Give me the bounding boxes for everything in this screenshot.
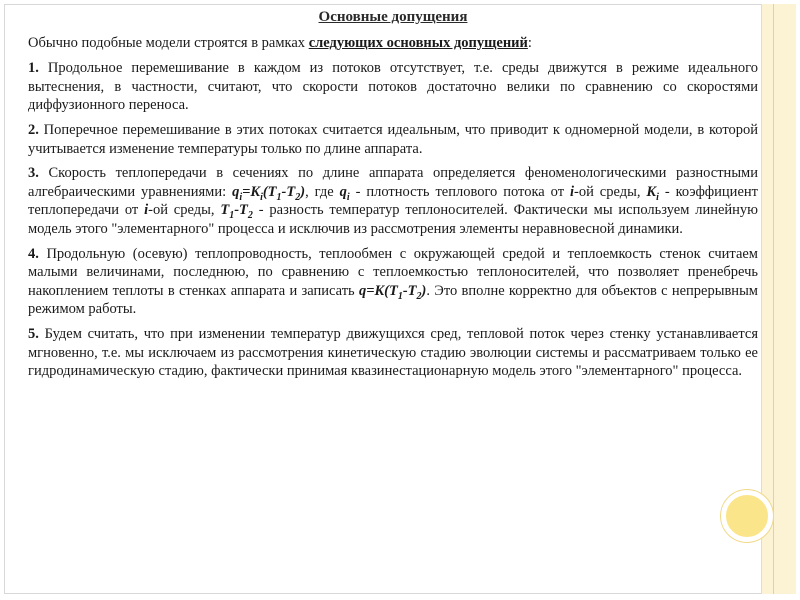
intro-line [28,34,758,53]
assumption-text: Продольное перемешивание в каждом из потоков отсутствует, т.е. среды движутся в режиме идеального вытеснения, в частности, считают, что скорости потоков достаточно велики по сравнению со скоростями диффузионного переноса. [28,60,758,114]
formula-part: ) [421,282,427,299]
assumption-2 [28,121,758,158]
formula-sub: 2 [416,290,422,302]
formula-sub: 1 [229,210,235,222]
symbol-q [339,183,350,203]
symbol-i: i [144,202,149,219]
intro-before: Обычно подобные модели строятся в рамках [28,34,309,51]
text-run: Скорость теплопередачи в сечениях по длине аппарата определяется феноменологическими разностными алгебраическими уравнениями: [28,165,758,200]
assumption-4 [28,245,758,319]
assumption-1 [28,59,758,115]
formula-part: K [646,183,657,200]
formula-part: T [220,202,230,219]
assumption-3 [28,164,758,238]
formula-part: q [339,183,347,200]
formula-heat-flux [358,282,427,302]
formula-part: q [232,183,240,200]
page-title: Основные допущения [318,9,468,25]
formula-sub: 1 [397,290,403,302]
text-run: - коэффициент теплопередачи от [28,183,758,219]
decor-circle [721,490,773,542]
intro-after: : [527,34,532,51]
formula-part: -T [281,183,296,200]
symbol-delta-t [220,202,253,222]
formula-part: -T [234,202,248,219]
assumption-text: Будем считать, что при изменении температур движущихся сред, тепловой поток через стенку устанавливается мгновенно, т.е. мы исключаем из рассмотрения кинетическую стадию эволюции системы и рассматриваем только ее гидродинамическую стадию, фактически принимая квазинестационарную модель этого "элементарного" процесса. [28,325,758,380]
text-run: -ой среды, [148,202,221,219]
assumption-number: 2. [28,121,39,138]
side-decor-line [773,4,774,594]
text-run: - плотность теплового потока от [349,183,570,200]
formula-sub: 1 [276,191,282,203]
intro-underlined: следующих основных допущений [308,34,528,51]
assumption-5 [28,325,758,381]
symbol-k [646,183,659,203]
formula-sub: i [656,191,659,203]
assumption-text: Поперечное перемешивание в этих потоках считается идеальным, что приводит к одномерной модели, в которой учитывается изменение температуры только по длине аппарата. [28,121,758,157]
symbol-i: i [569,183,575,200]
assumption-number: 5. [28,325,39,342]
formula-sub: i [239,191,243,203]
slide-content [28,8,758,387]
formula-sub: 2 [247,210,253,222]
assumption-number: 3. [28,165,39,182]
text-run: Продольную (осевую) теплопроводность, теплообмен с окружающей средой и теплоемкость стенок считаем малыми величинами, последнюю, по сравнению с теплоемкостью теплоносителей, что позволяет пренебречь накоплением теплоты в стенках аппарата и записать [28,245,758,299]
formula-part: ) [300,183,306,200]
text-run: -ой среды, [574,183,647,200]
text-run: . Это вполне корректно для объектов с непрерывным режимом работы. [28,282,758,318]
assumption-number: 1. [28,60,39,77]
formula-heat-transfer [232,183,306,203]
formula-part: =K [242,183,261,200]
formula-sub: i [346,191,350,203]
formula-sub: 2 [295,191,301,203]
formula-part: -T [402,282,417,299]
text-run: , где [305,183,340,200]
formula-part: q=K(T [358,282,398,299]
formula-part: (T [262,183,277,200]
assumption-number: 4. [28,245,39,262]
text-run: - разность температур теплоносителей. Фактически мы используем линейную модель этого "элементарного" процесса и исключив из рассмотрения элементы неравновесной динамики. [28,202,759,237]
formula-sub: i [260,191,263,203]
